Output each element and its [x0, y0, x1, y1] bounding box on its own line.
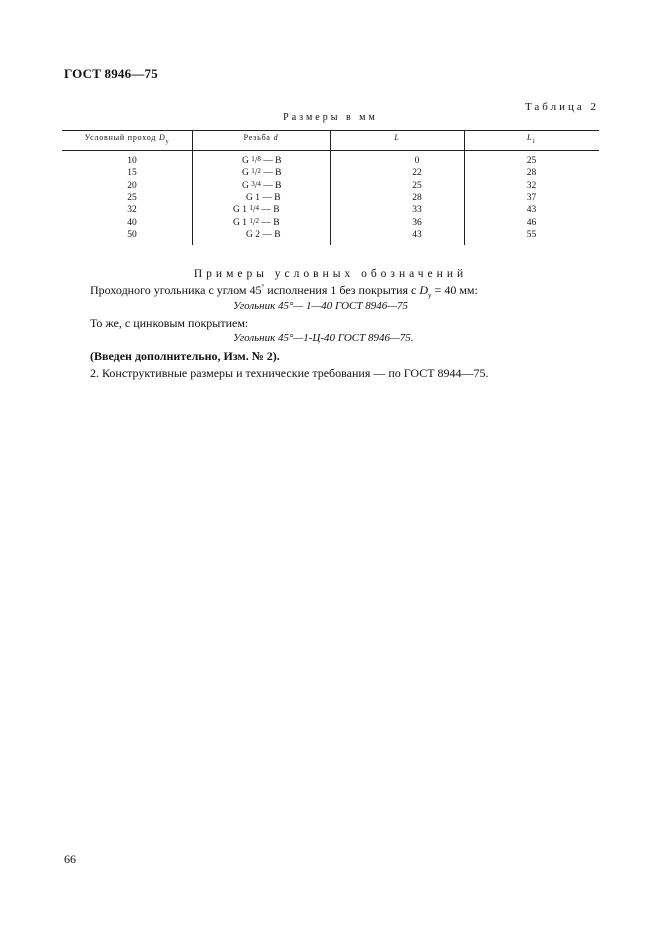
dimensions-table [62, 130, 599, 245]
thread-letter: G [242, 156, 249, 166]
column-header-label: Резьба [243, 133, 271, 142]
column-header-subscript: y [165, 139, 170, 145]
text-span: Проходного угольника с углом 45 [90, 283, 262, 297]
thread-fraction-denominator: 8 [257, 155, 261, 163]
example-designation-1: Угольник 45°— 1—40 ГОСТ 8946—75 [233, 300, 409, 312]
thread-fraction-denominator: 2 [257, 167, 261, 176]
cell-l: 25 [412, 180, 422, 191]
subscript-y: у [428, 291, 432, 300]
column-header-label: Условный проход [84, 133, 157, 142]
cell-dy: 25 [127, 192, 137, 203]
thread-suffix: — B [262, 229, 281, 240]
thread-fraction-numerator: 1 [249, 216, 253, 225]
thread-letter: G [246, 192, 253, 203]
cell-thread [246, 229, 281, 241]
cell-l: 0 [414, 156, 420, 166]
cell-l1: 25 [526, 156, 537, 166]
symbol-dy: D [419, 283, 429, 297]
cell-l: 43 [412, 229, 422, 240]
cell-l: 22 [412, 168, 422, 179]
cell-thread [246, 192, 281, 204]
column-header-symbol: L [526, 133, 533, 142]
thread-letter: G [233, 205, 240, 216]
cell-l1: 37 [526, 192, 537, 203]
thread-suffix: — B [263, 156, 282, 166]
amendment-note: (Введен дополнительно, Изм. № 2). [90, 349, 280, 363]
thread-fraction-denominator: 4 [255, 204, 260, 213]
thread-letter: G [246, 229, 253, 240]
text-span: = 40 мм: [431, 283, 478, 297]
cell-thread: G $^1$/$^2$ — B [242, 167, 282, 179]
cell-thread: G 1 $^1$/$^2$ — B [233, 216, 280, 228]
cell-dy: 40 [127, 217, 137, 228]
table-label: Таблица 2 [524, 101, 599, 113]
thread-suffix: — B [263, 168, 282, 179]
thread-letter: G [242, 168, 249, 179]
thread-whole: 1 [242, 205, 247, 216]
column-header-symbol: d [273, 133, 279, 142]
cell-thread: G $^3$/$^4$ — B [242, 179, 282, 191]
text-span: исполнения 1 без покрытия с [264, 283, 420, 297]
thread-letter: G [233, 217, 240, 228]
thread-fraction-denominator: 2 [255, 216, 260, 225]
thread-suffix: — B [263, 180, 282, 191]
thread-whole: 1 [255, 192, 260, 203]
cell-l1: 43 [526, 205, 537, 216]
examples-title: Примеры условных обозначений [193, 268, 468, 280]
thread-suffix: — B [262, 192, 281, 203]
example-paragraph-1 [90, 283, 478, 299]
thread-whole: 2 [255, 229, 260, 240]
thread-suffix: — B [261, 217, 280, 228]
clause-2: 2. Конструктивные размеры и технические требования — по ГОСТ 8944—75. [90, 366, 489, 380]
cell-l1: 55 [526, 229, 537, 240]
cell-l: 36 [412, 217, 422, 228]
thread-letter: G [242, 180, 249, 191]
thread-fraction-numerator: 1 [251, 167, 255, 176]
cell-thread: G 1 $^1$/$^4$ — B [233, 204, 280, 216]
cell-dy: 32 [127, 205, 137, 216]
cell-l1: 28 [526, 168, 537, 179]
page-number: 66 [64, 852, 76, 866]
cell-dy: 20 [127, 180, 137, 191]
cell-l: 33 [412, 205, 422, 216]
column-divider [330, 130, 331, 245]
cell-l: 28 [412, 192, 422, 203]
table-units: Размеры в мм [283, 112, 378, 123]
column-header-symbol: L [394, 133, 400, 142]
column-header-symbol: D [159, 133, 166, 142]
thread-fraction-numerator: 1 [251, 155, 255, 163]
column-header-l1 [464, 133, 599, 145]
cell-dy: 50 [127, 229, 137, 240]
thread-fraction-denominator: 4 [257, 179, 261, 188]
cell-thread: G $^1$/$^8$ — B [242, 155, 282, 166]
thread-suffix: — B [261, 205, 280, 216]
thread-whole: 1 [242, 217, 247, 228]
cell-l1: 46 [526, 217, 537, 228]
example-paragraph-2: То же, с цинковым покрытием: [90, 316, 249, 330]
example-designation-2: Угольник 45°—1-Ц-40 ГОСТ 8946—75. [233, 332, 414, 344]
document-code: ГОСТ 8946—75 [64, 66, 158, 81]
column-header-l [330, 133, 464, 142]
column-header-dy [62, 133, 192, 145]
thread-fraction-numerator: 1 [249, 204, 253, 213]
thread-fraction-numerator: 3 [251, 179, 255, 188]
degree-mark: ° [261, 283, 265, 291]
cell-l1: 32 [526, 180, 537, 191]
cell-dy: 10 [127, 156, 137, 166]
column-header-thread [192, 133, 330, 142]
cell-dy: 15 [127, 168, 137, 179]
column-header-subscript: 1 [532, 139, 537, 145]
